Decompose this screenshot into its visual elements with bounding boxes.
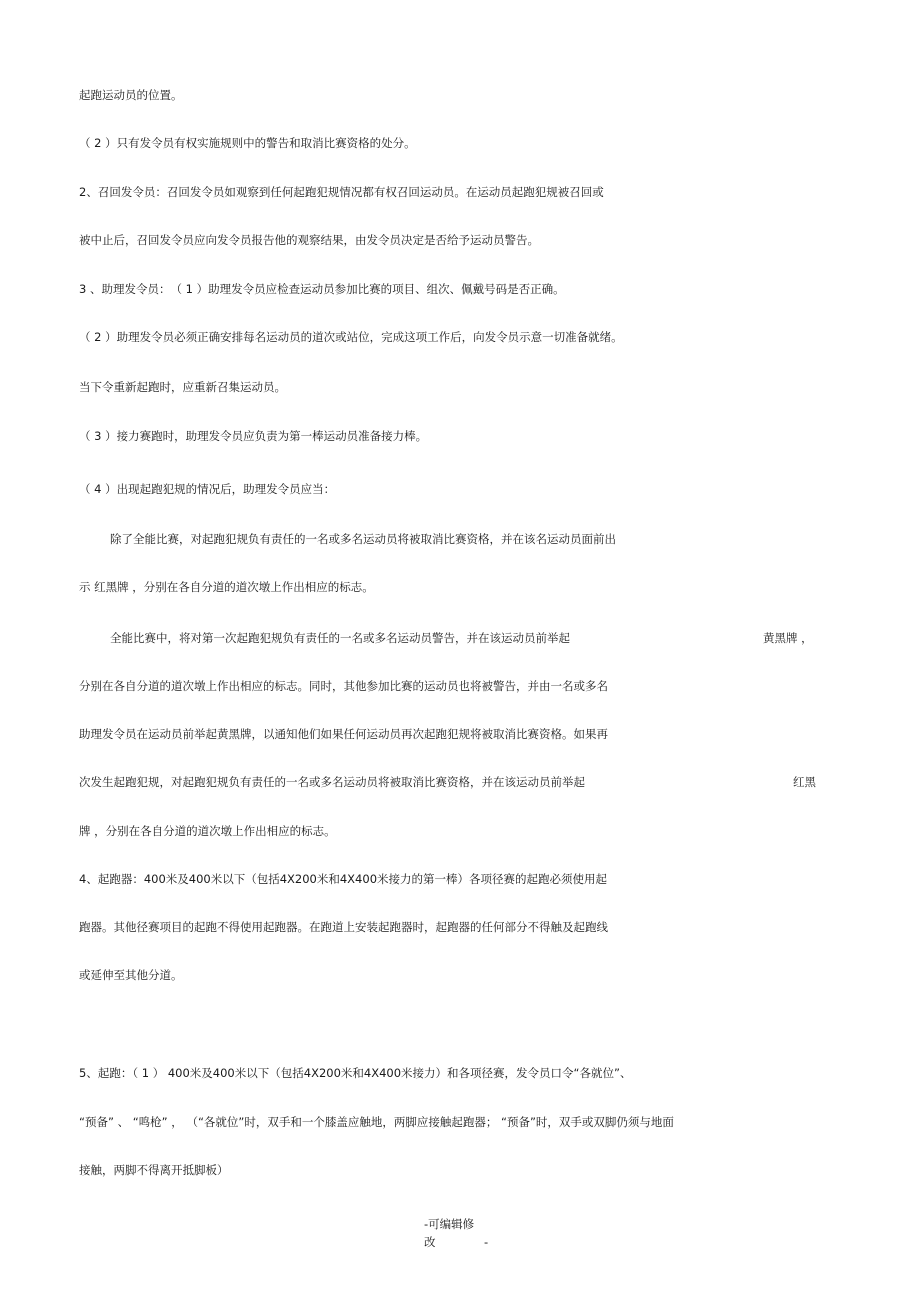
text-line-10: 除了全能比赛，对起跑犯规负有责任的一名或多名运动员将被取消比赛资格，并在该名运动员面前出: [110, 532, 616, 546]
text-line-15: 次发生起跑犯规，对起跑犯规负有责任的一名或多名运动员将被取消比赛资格，并在该运动员前举起: [79, 775, 585, 789]
text-line-22: 接触，两脚不得离开抵脚板）: [79, 1163, 229, 1177]
text-line-12: 全能比赛中，将对第一次起跑犯规负有责任的一名或多名运动员警告，并在该运动员前举起: [110, 631, 570, 645]
text-line-2: （ 2 ）只有发令员有权实施规则中的警告和取消比赛资格的处分。: [79, 136, 416, 150]
text-line-13: 分别在各自分道的道次墩上作出相应的标志。同时，其他参加比赛的运动员也将被警告，并由一名或多名: [79, 679, 608, 693]
text-line-3: 2、召回发令员：召回发令员如观察到任何起跑犯规情况都有权召回运动员。在运动员起跑犯规被召回或: [79, 185, 604, 199]
footer-editable-note: -可编辑修: [424, 1217, 475, 1231]
text-line-20: 5、起跑：（ 1 ） 400米及400米以下（包括4X200米和4X400米接力）和各项径赛，发令员口令“各就位”、: [79, 1066, 632, 1080]
text-line-16: 牌 ，分别在各自分道的道次墩上作出相应的标志。: [79, 824, 336, 838]
text-line-19: 或延伸至其他分道。: [79, 968, 183, 982]
red-black-card-text: 红黑: [793, 775, 816, 789]
text-line-11: 示 红黑牌 ，分别在各自分道的道次墩上作出相应的标志。: [79, 580, 374, 594]
text-line-21: “预备” 、 “鸣枪” ， （“各就位”时，双手和一个膝盖应触地，两脚应接触起跑器； “预备”时，双手或双脚仍须与地面: [79, 1115, 674, 1129]
yellow-black-card-text: 黄黑牌 ，: [763, 631, 813, 645]
text-line-14: 助理发令员在运动员前举起黄黑牌，以通知他们如果任何运动员再次起跑犯规将被取消比赛资格。如果再: [79, 727, 608, 741]
footer-editable-note-2: 改: [424, 1235, 436, 1249]
text-line-8: （ 3 ）接力赛跑时，助理发令员应负责为第一棒运动员准备接力棒。: [79, 429, 428, 443]
text-line-5: 3 、助理发令员： （ 1 ）助理发令员应检查运动员参加比赛的项目、组次、佩戴号码是否正确。: [79, 282, 565, 296]
text-line-7: 当下令重新起跑时，应重新召集运动员。: [79, 380, 286, 394]
text-line-9: （ 4 ）出现起跑犯规的情况后，助理发令员应当：: [79, 482, 336, 496]
footer-dash: -: [484, 1235, 489, 1249]
text-line-17: 4、起跑器：400米及400米以下（包括4X200米和4X400米接力的第一棒）各项径赛的起跑必须使用起: [79, 872, 608, 886]
text-line-4: 被中止后，召回发令员应向发令员报告他的观察结果，由发令员决定是否给予运动员警告。: [79, 233, 539, 247]
text-line-1: 起跑运动员的位置。: [79, 88, 183, 102]
text-line-6: （ 2 ）助理发令员必须正确安排每名运动员的道次或站位，完成这项工作后，向发令员示意一切准备就绪。: [79, 330, 623, 344]
text-line-18: 跑器。其他径赛项目的起跑不得使用起跑器。在跑道上安装起跑器时，起跑器的任何部分不得触及起跑线: [79, 920, 608, 934]
